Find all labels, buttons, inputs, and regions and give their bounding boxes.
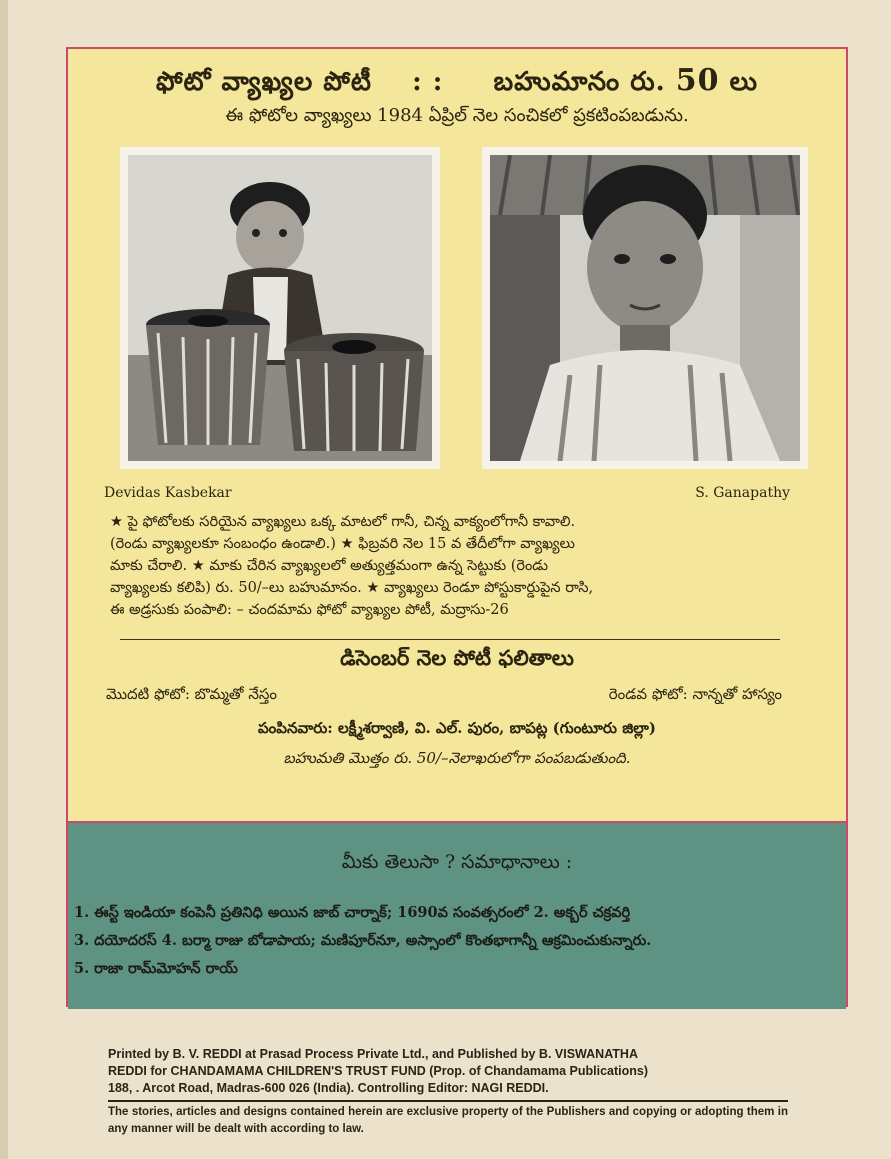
- prize-suffix: లు: [729, 67, 758, 97]
- imprint-line: REDDI for CHANDAMAMA CHILDREN'S TRUST FUND (Prop. of Chandamama Publications): [108, 1064, 649, 1078]
- header-separator: : :: [412, 67, 444, 97]
- photo-left: [120, 147, 440, 469]
- rules-line: (రెండు వ్యాఖ్యలకూ సంబంధం ఉండాలి.) ★ ఫిబ్రవరి నెల 15 వ తేదీలోగా వ్యాఖ్యలు: [110, 536, 575, 552]
- quiz-answer: 1. ఈస్ట్ ఇండియా కంపెనీ ప్రతినిధి అయిన జాబ్ చార్నాక్; 1690వ సంవత్సరంలో 2. అక్బర్ చక్రవర్తి: [74, 904, 631, 921]
- page-edge: [0, 0, 8, 1159]
- imprint-divider: [108, 1100, 788, 1102]
- photo-right-caption: S. Ganapathy: [695, 485, 790, 501]
- contest-header: [68, 63, 846, 103]
- first-photo-result: మొదటి ఫోటో: బొమ్మతో నేస్తం: [106, 685, 277, 703]
- prize-amount: 50: [675, 63, 720, 98]
- photo-left-caption: Devidas Kasbekar: [104, 485, 232, 501]
- quiz-answer-list: [68, 899, 846, 983]
- quiz-answer: 5. రాజా రామ్‌మోహన్ రాయ్: [74, 960, 238, 977]
- rules-line: మాకు చేరాలి. ★ మాకు చేరిన వ్యాఖ్యలలో అత్యుత్తమంగా ఉన్న సెట్టుకు (రెండు: [110, 558, 549, 574]
- prize-note: బహుమతి మొత్తం రు. 50/–నెలాఖరులోగా పంపబడుతుంది.: [283, 749, 631, 767]
- contest-title: ఫోటో వ్యాఖ్యల పోటీ: [155, 67, 372, 97]
- imprint-line: Printed by B. V. REDDI at Prasad Process Private Ltd., and Published by B. VISWANATHA: [108, 1047, 638, 1061]
- quiz-answer: 3. దయోదరస్ 4. బర్మా రాజు బోడాపాయ; మణిపూర్‌నూ, అస్సాంలో కొంతభాగాన్నీ ఆక్రమించుకున్నారు.: [74, 932, 652, 949]
- imprint-line: 188, . Arcot Road, Madras-600 026 (India). Controlling Editor: NAGI REDDI.: [108, 1081, 549, 1095]
- tabla-boy-photo: [128, 155, 432, 461]
- quiz-title: మీకు తెలుసా ? సమాధానాలు :: [341, 851, 573, 873]
- copyright-notice: The stories, articles and designs contained herein are exclusive property of the Publishers and copying or adopting them in any manner will be dealt with according to law.: [108, 1106, 788, 1135]
- rules-line: వ్యాఖ్యలకు కలిపి) రు. 50/–లు బహుమానం. ★ వ్యాఖ్యలు రెండూ పోస్టుకార్డుపైన రాసి,: [110, 580, 594, 596]
- publication-note: ఈ ఫోటోల వ్యాఖ్యలు 1984 ఏప్రిల్ నెల సంచికలో ప్రకటింపబడును.: [225, 105, 689, 126]
- second-photo-result: రెండవ ఫోటో: నాన్నతో హాస్యం: [608, 685, 782, 703]
- results-title: డిసెంబర్ నెల పోటీ ఫలితాలు: [340, 645, 574, 670]
- contest-panel: [66, 47, 848, 1007]
- rules-line: ★ పై ఫోటోలకు సరియైన వ్యాఖ్యలు ఒక్క మాటలో గానీ, చిన్న వాక్యంలోగానీ కావాలి.: [110, 514, 576, 530]
- winner-sender: పంపినవారు: లక్ష్మీశర్వాణి, వి. ఎల్. పురం, బాపట్ల (గుంటూరు జిల్లా): [258, 719, 656, 737]
- photo-right: [482, 147, 808, 469]
- section-divider: [120, 639, 780, 640]
- prize-prefix: బహుమానం రు.: [493, 67, 666, 97]
- boy-portrait-photo: [490, 155, 800, 461]
- rules-line: ఈ అడ్రసుకు పంపాలి: – చందమామ ఫోటో వ్యాఖ్యల పోటీ, మద్రాసు-26: [110, 602, 509, 618]
- printer-imprint: [108, 1046, 788, 1097]
- contest-rules: [110, 511, 790, 621]
- quiz-answers-panel: [68, 821, 846, 1009]
